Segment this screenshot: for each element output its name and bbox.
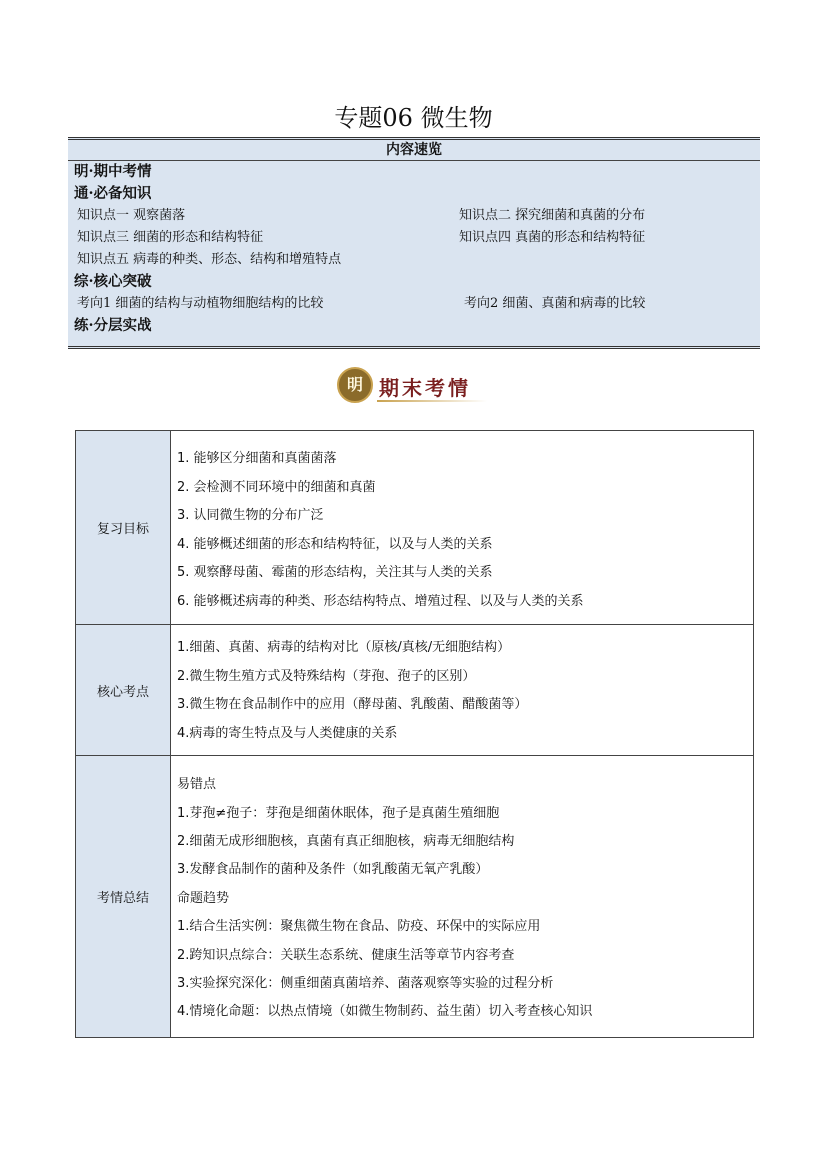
table-row-review-goals (76, 431, 754, 625)
list-item: 3.发酵食品制作的菌种及条件（如乳酸菌无氧产乳酸） (177, 862, 489, 878)
list-item: 2. 会检测不同环境中的细菌和真菌 (177, 479, 376, 495)
knowledge-point-4[interactable]: 知识点四 真菌的形态和结构特征 (459, 230, 646, 245)
list-item: 4.情境化命题：以热点情境（如微生物制药、益生菌）切入考查核心知识 (177, 1004, 593, 1020)
list-item: 3.实验探究深化：侧重细菌真菌培养、菌落观察等实验的过程分析 (177, 975, 554, 991)
content-overview-box (68, 137, 760, 349)
knowledge-point-5[interactable]: 知识点五 病毒的种类、形态、结构和增殖特点 (77, 252, 342, 267)
list-item: 2.微生物生殖方式及特殊结构（芽孢、孢子的区别） (177, 668, 476, 684)
section-ming: 明·期中考情 (74, 163, 152, 180)
review-table (75, 430, 754, 1038)
list-item: 1.细菌、真菌、病毒的结构对比（原核/真核/无细胞结构） (177, 640, 511, 655)
badge-circle-icon: 明 (337, 367, 373, 403)
review-goals-label: 复习目标 (76, 431, 171, 625)
knowledge-point-2[interactable]: 知识点二 探究细菌和真菌的分布 (459, 208, 646, 223)
list-item: 1.芽孢≠孢子：芽孢是细菌休眠体，孢子是真菌生殖细胞 (177, 805, 500, 821)
knowledge-point-1[interactable]: 知识点一 观察菌落 (77, 208, 186, 223)
overview-header: 内容速览 (68, 140, 760, 161)
exam-direction-row (68, 293, 760, 315)
section-zong: 综·核心突破 (74, 273, 152, 290)
list-item: 3.微生物在食品制作中的应用（酵母菌、乳酸菌、醋酸菌等） (177, 697, 528, 712)
list-item: 3. 认同微生物的分布广泛 (177, 508, 324, 523)
table-row-core-points (76, 625, 754, 756)
document-title: 专题06 微生物 (334, 104, 493, 132)
error-prone-title: 易错点 (177, 777, 217, 793)
list-item: 2.细菌无成形细胞核，真菌有真正细胞核，病毒无细胞结构 (177, 834, 515, 850)
knowledge-point-3[interactable]: 知识点三 细菌的形态和结构特征 (77, 230, 264, 245)
table-row-summary (76, 756, 754, 1038)
core-points-label: 核心考点 (76, 625, 171, 756)
list-item: 1.结合生活实例：聚焦微生物在食品、防疫、环保中的实际应用 (177, 919, 541, 935)
knowledge-row (68, 249, 760, 271)
list-item: 2.跨知识点综合：关联生态系统、健康生活等章节内容考查 (177, 947, 515, 963)
trend-title: 命题趋势 (177, 890, 230, 906)
exam-direction-1[interactable]: 考向1 细菌的结构与动植物细胞结构的比较 (77, 296, 324, 311)
list-item: 4. 能够概述细菌的形态和结构特征，以及与人类的关系 (177, 536, 493, 552)
review-goals-content (171, 431, 754, 625)
exam-info-badge (337, 364, 497, 408)
core-points-content (171, 625, 754, 756)
list-item: 1. 能够区分细菌和真菌菌落 (177, 451, 337, 466)
summary-label: 考情总结 (76, 756, 171, 1038)
list-item: 6. 能够概述病毒的种类、形态结构特点、增殖过程、以及与人类的关系 (177, 593, 584, 609)
section-tong: 通·必备知识 (74, 185, 152, 202)
badge-underline (377, 400, 487, 402)
list-item: 5. 观察酵母菌、霉菌的形态结构，关注其与人类的关系 (177, 565, 493, 580)
summary-content (171, 756, 754, 1038)
knowledge-row (68, 205, 760, 227)
section-lian: 练·分层实战 (74, 317, 152, 334)
list-item: 4.病毒的寄生特点及与人类健康的关系 (177, 725, 398, 741)
exam-direction-2[interactable]: 考向2 细菌、真菌和病毒的比较 (464, 296, 646, 311)
badge-title: 期末考情 (379, 376, 471, 400)
knowledge-row (68, 227, 760, 249)
